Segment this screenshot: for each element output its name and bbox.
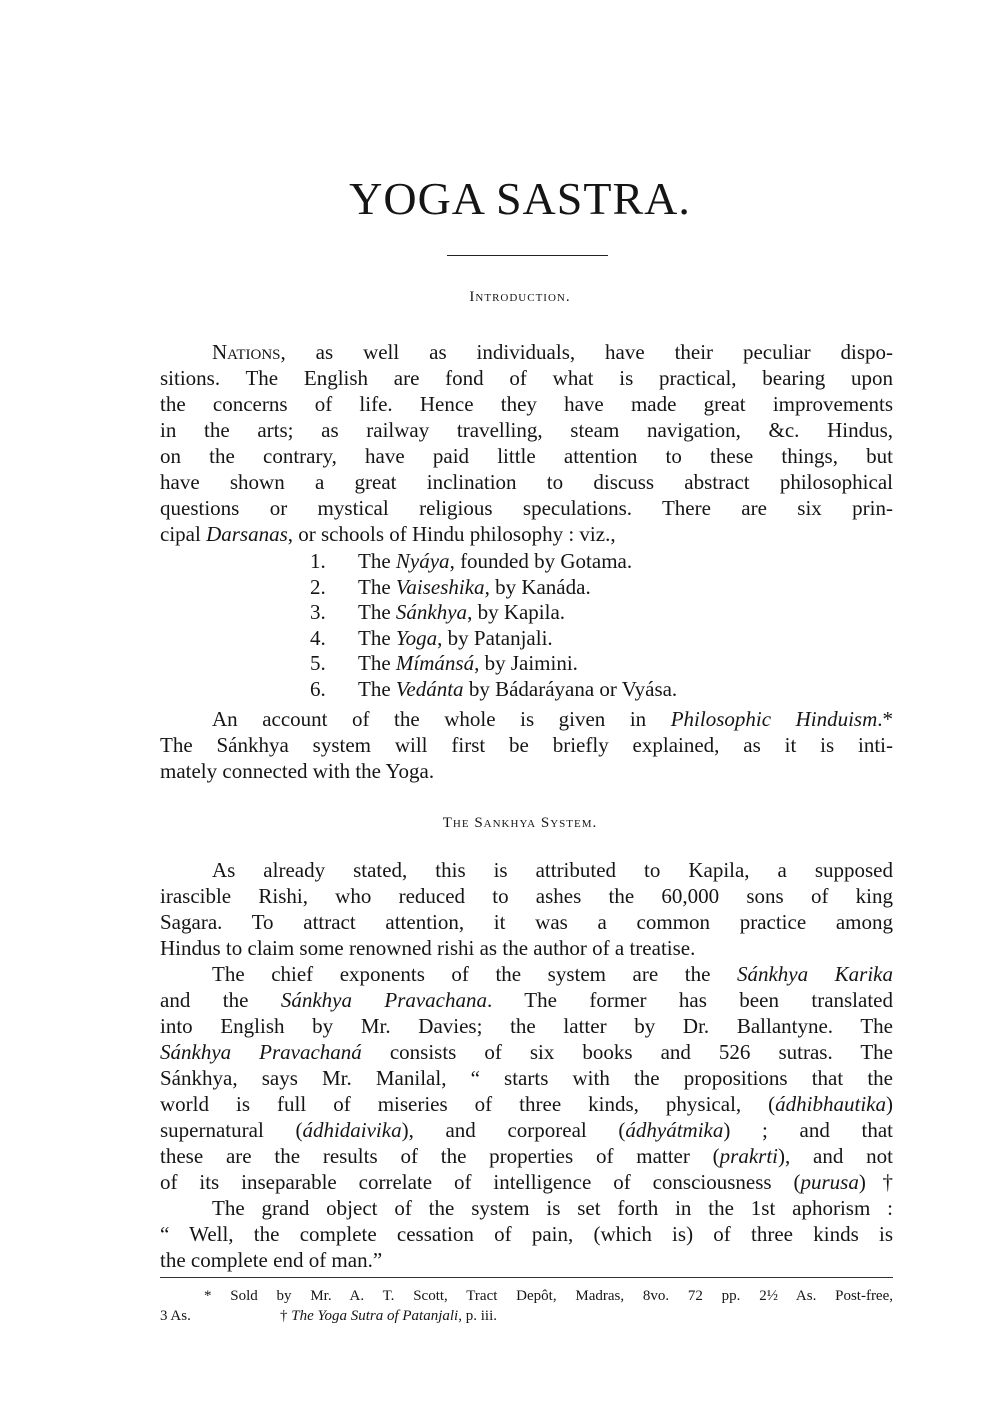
text-run: ) (886, 1092, 893, 1116)
text-run: An account of the whole is given in (212, 707, 671, 731)
text-run: The (358, 600, 396, 625)
text-line (160, 495, 893, 521)
italic-term: Darsanas (206, 522, 288, 546)
list-number: 4. (310, 625, 326, 650)
text-line (160, 909, 893, 935)
text-run: The (358, 574, 396, 599)
text-run: on the contrary, have paid little attention to these things, but (160, 444, 893, 468)
text-line (160, 883, 893, 909)
text-line (160, 987, 893, 1013)
text-run: .* (877, 707, 894, 731)
text-line (160, 1143, 893, 1169)
text-run: these are the results of the properties of matter ( (160, 1144, 720, 1168)
text-run: “ Well, the complete cessation of pain, (which is) of three kinds is (160, 1222, 893, 1246)
text-line (160, 1221, 893, 1247)
text-run: Hindus to claim some renowned rishi as the author of a treatise. (160, 936, 696, 960)
text-run: have shown a great inclination to discuss abstract philosophical (160, 470, 893, 494)
dagger-mark: † (280, 1308, 292, 1324)
text-run: the complete end of man.” (160, 1248, 383, 1272)
italic-term: Sánkhya Pravachaná (160, 1040, 362, 1064)
school-name: Vedánta (395, 676, 464, 701)
text-run: The chief exponents of the system are the (212, 962, 737, 986)
section-heading-introduction (0, 289, 1000, 306)
text-run: irascible Rishi, who reduced to ashes the 60,000 sons of king (160, 884, 893, 908)
text-run: . The former has been translated (487, 988, 893, 1012)
text-run: by Bádaráyana or Vyása. (463, 676, 678, 701)
title-divider (447, 255, 608, 256)
darsanas-list (310, 549, 677, 703)
italic-term: Sánkhya Karika (736, 962, 893, 986)
paragraph-kapila (160, 857, 893, 961)
text-run: and the (160, 988, 281, 1012)
text-run: Sánkhya, says Mr. Manilal, “ starts with the propositions that the (160, 1066, 893, 1090)
section-heading-sankhya (0, 815, 1000, 832)
text-line (160, 1247, 893, 1273)
text-run: , by Kanáda. (484, 574, 591, 599)
school-name: Mímánsá (395, 651, 475, 676)
text-run: supernatural ( (160, 1118, 303, 1142)
footnote-star (160, 1286, 893, 1326)
list-item (310, 549, 677, 575)
text-line (160, 1195, 893, 1221)
text-line (160, 443, 893, 469)
text-line (160, 706, 893, 732)
text-run: in the arts; as railway travelling, steam navigation, &c. Hindus, (160, 418, 893, 442)
text-run: Sagara. To attract attention, it was a common practice among (160, 910, 893, 934)
list-number: 3. (310, 600, 326, 625)
list-number: 6. (310, 676, 326, 701)
text-line (160, 961, 893, 987)
footnote-rule (160, 1277, 893, 1278)
text-run: , founded by Gotama. (449, 549, 633, 573)
text-run: cipal (160, 522, 207, 546)
list-item (310, 600, 677, 626)
text-run: ), and corporeal ( (401, 1118, 626, 1142)
list-item (310, 677, 677, 703)
text-run: questions or mystical religious speculations. There are six prin- (160, 496, 893, 520)
school-name: Vaiseshika (395, 574, 485, 599)
text-run: , or schools of Hindu philosophy : viz., (287, 522, 616, 546)
school-name: Sánkhya (395, 600, 468, 625)
text-line (160, 469, 893, 495)
text-run: into English by Mr. Davies; the latter by Dr. Ballantyne. The (160, 1014, 893, 1038)
italic-term: ádhyátmika (625, 1118, 724, 1142)
heading-text: The Sankhya System. (442, 815, 598, 831)
text-line (160, 339, 893, 365)
text-run: As already stated, this is attributed to Kapila, a supposed (212, 858, 893, 882)
school-name: Nyáya (395, 549, 450, 573)
paragraph-nations (160, 339, 893, 547)
text-line (160, 758, 893, 784)
text-line (160, 1039, 893, 1065)
footnote-dagger-title: The Yoga Sutra of Patanjali (291, 1308, 459, 1324)
list-number: 2. (310, 574, 326, 599)
text-run: Nations (212, 340, 281, 364)
text-run: the concerns of life. Hence they have made great improvements (160, 392, 893, 416)
italic-term: ádhidaivika (302, 1118, 402, 1142)
page-title: YOGA SASTRA. (349, 173, 691, 224)
italic-term: purusa (800, 1170, 859, 1194)
text-line (160, 935, 893, 961)
list-item (310, 626, 677, 652)
text-line (160, 857, 893, 883)
text-run: , as well as individuals, have their peculiar dispo- (280, 340, 893, 364)
italic-term: ádhibhautika (775, 1092, 886, 1116)
text-run: The (358, 625, 396, 650)
text-line (160, 1091, 893, 1117)
list-number: 5. (310, 651, 326, 676)
text-run: ) ; and that (723, 1118, 893, 1142)
text-line (160, 391, 893, 417)
paragraph-grand-object (160, 1195, 893, 1273)
text-run: , by Kapila. (467, 600, 566, 625)
text-line (160, 1013, 893, 1039)
school-name: Yoga (395, 625, 438, 650)
text-run: , by Jaimini. (474, 651, 578, 676)
text-run: The (358, 651, 396, 676)
list-item (310, 575, 677, 601)
text-run: )† (858, 1170, 894, 1194)
text-run: , by Patanjali. (437, 625, 553, 650)
text-line (160, 1169, 893, 1195)
text-run: of its inseparable correlate of intelligence of consciousness ( (160, 1170, 801, 1194)
footnote-star-text: * Sold by Mr. A. T. Scott, Tract Depôt, Madras, 8vo. 72 pp. 2½ As. Post-free, (204, 1288, 893, 1304)
text-run: The Sánkhya system will first be briefly explained, as it is inti- (160, 733, 893, 757)
text-run: sitions. The English are fond of what is practical, bearing upon (160, 366, 893, 390)
heading-text: Introduction. (469, 289, 571, 305)
text-line (160, 732, 893, 758)
text-run: The grand object of the system is set forth in the 1st aphorism : (212, 1196, 893, 1220)
text-line (160, 1117, 893, 1143)
list-number: 1. (310, 549, 326, 573)
text-run: The (358, 549, 396, 573)
italic-term: Sánkhya Pravachana (280, 988, 488, 1012)
paragraph-account (160, 706, 893, 784)
footnote-dagger-page: , p. iii. (458, 1308, 497, 1324)
paragraph-exponents (160, 961, 893, 1195)
text-line (160, 365, 893, 391)
footnote-star-cont: 3 As. (160, 1308, 191, 1324)
text-line (160, 1065, 893, 1091)
text-line (160, 521, 893, 547)
italic-term: Philosophic Hinduism (670, 707, 878, 731)
text-run: world is full of miseries of three kinds, physical, ( (160, 1092, 776, 1116)
text-run: ), and not (778, 1144, 893, 1168)
text-run: consists of six books and 526 sutras. The (361, 1040, 893, 1064)
italic-term: prakrti (719, 1144, 778, 1168)
text-run: mately connected with the Yoga. (160, 759, 435, 783)
text-line (160, 417, 893, 443)
text-run: The (358, 676, 396, 701)
list-item (310, 651, 677, 677)
